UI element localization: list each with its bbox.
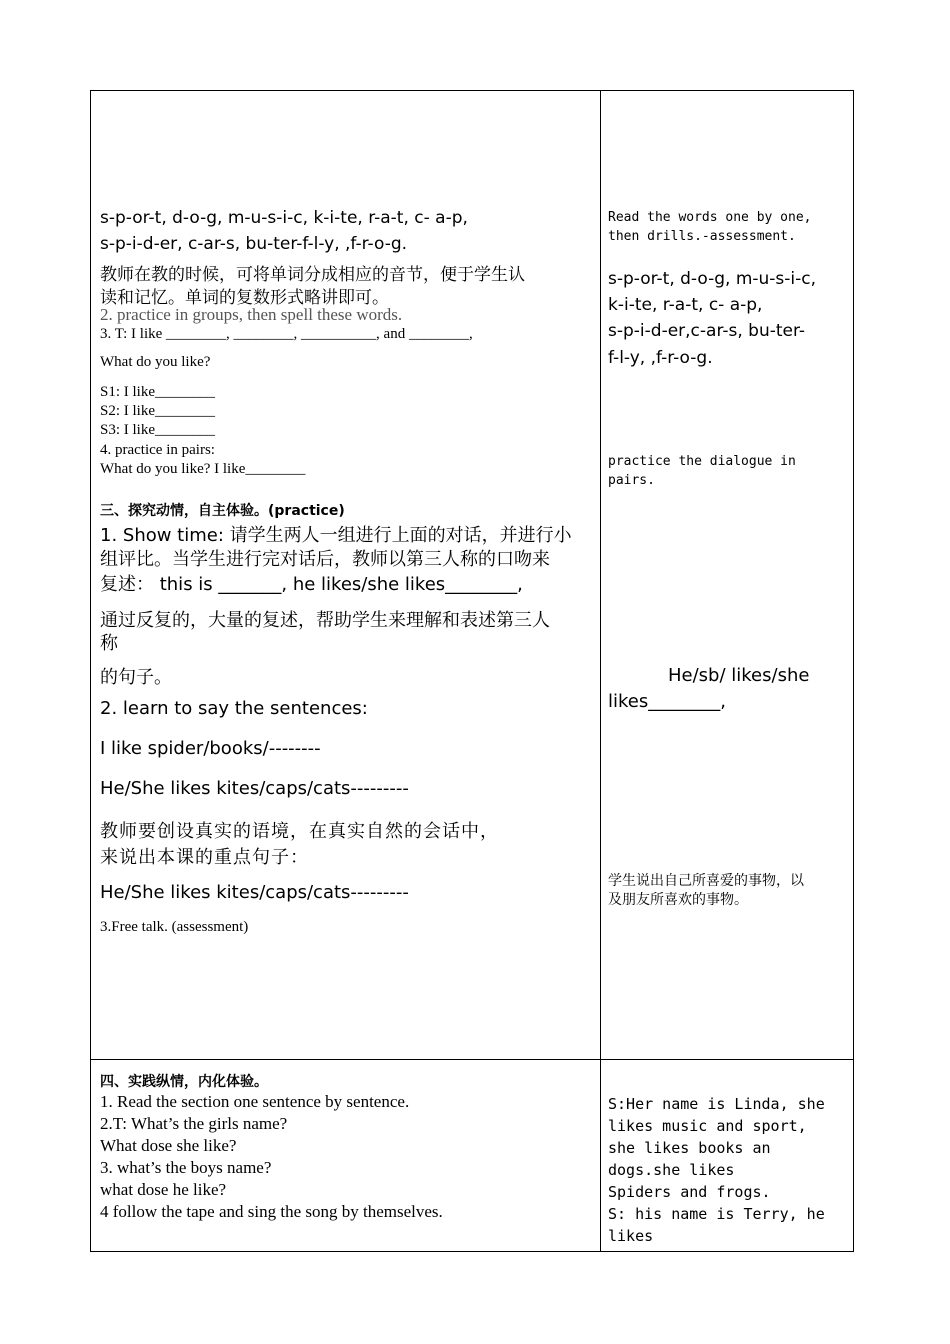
show-time-line-3: 复述： this is _______, he likes/she likes________, (100, 574, 523, 595)
he-she-likes-sentence: He/She likes kites/caps/cats--------- (100, 778, 409, 799)
students-say-note-1: 学生说出自己所喜爱的事物，以 (608, 874, 804, 889)
practice-groups-line: 2. practice in groups, then spell these words. (100, 305, 403, 324)
student3-line: S3: I like________ (100, 422, 215, 438)
girls-name-question: 2.T: What’s the girls name? (100, 1114, 288, 1133)
pairs-question-line: What do you like? I like________ (100, 461, 306, 477)
section-four-cell (100, 1060, 594, 1252)
right-syllable-line-1: s-p-or-t, d-o-g, m-u-s-i-c, (608, 269, 817, 289)
sing-song-line: 4 follow the tape and sing the song by themselves. (100, 1202, 443, 1221)
right-syllable-line-4: f-l-y, ,f-r-o-g. (608, 348, 713, 368)
read-words-note-2: then drills.-assessment. (608, 229, 796, 244)
teaching-note-1: 教师在教的时候，可将单词分成相应的音节，便于学生认 (100, 265, 525, 285)
section-four-heading: 四、实践纵情，内化体验。 (100, 1074, 268, 1090)
dialogue-note-2: pairs. (608, 473, 655, 488)
right-syllable-line-3: s-p-i-d-er,c-ar-s, bu-ter- (608, 321, 806, 341)
answer-line-7: likes (608, 1227, 654, 1245)
answer-line-2: likes music and sport, (608, 1117, 807, 1135)
show-time-line-2: 组评比。当学生进行完对话后，教师以第三人称的口吻来 (100, 549, 550, 570)
procedure-cell (100, 91, 594, 1059)
he-like-question: what dose he like? (100, 1180, 227, 1199)
answer-line-1: S:Her name is Linda, she (608, 1095, 825, 1113)
repeat-note-line-2: 称 (100, 633, 118, 654)
right-syllable-line-2: k-i-te, r-a-t, c- a-p, (608, 295, 763, 315)
read-section-line: 1. Read the section one sentence by sentence. (100, 1092, 410, 1111)
teaching-note-2: 读和记忆。单词的复数形式略讲即可。 (100, 288, 389, 308)
student1-line: S1: I like________ (100, 384, 215, 400)
student2-line: S2: I like________ (100, 403, 215, 419)
question-line: What do you like? (100, 354, 211, 370)
repeat-note-line-3: 的句子。 (100, 667, 172, 688)
third-person-note-1: He/sb/ likes/she (668, 665, 810, 686)
teacher-prompt-line: 3. T: I like ________, ________, __________, and ________, (100, 326, 473, 342)
boys-name-question: 3. what’s the boys name? (100, 1158, 272, 1177)
free-talk-line: 3.Free talk. (assessment) (100, 919, 249, 935)
she-like-question: What dose she like? (100, 1136, 237, 1155)
context-note-line-2: 来说出本课的重点句子： (100, 847, 309, 867)
answer-line-3: she likes books an (608, 1139, 771, 1157)
students-say-note-2: 及朋友所喜欢的事物。 (608, 893, 748, 908)
dialogue-note-1: practice the dialogue in (608, 454, 796, 469)
practice-pairs-line: 4. practice in pairs: (100, 442, 215, 458)
answer-line-5: Spiders and frogs. (608, 1183, 771, 1201)
third-person-note-2: likes________, (608, 691, 726, 712)
learn-sentences-line: 2. learn to say the sentences: (100, 698, 368, 719)
answers-cell (608, 1060, 848, 1252)
syllable-line-1: s-p-or-t, d-o-g, m-u-s-i-c, k-i-te, r-a-t, c- a-p, (100, 208, 468, 228)
answer-line-6: S: his name is Terry, he (608, 1205, 825, 1223)
section-three-heading: 三、探究动情，自主体验。(practice) (100, 503, 345, 519)
context-note-line-1: 教师要创设真实的语境，在真实自然的会话中， (100, 821, 499, 841)
notes-cell (608, 91, 848, 1059)
syllable-line-2: s-p-i-d-er, c-ar-s, bu-ter-f-l-y, ,f-r-o-g. (100, 234, 408, 254)
show-time-line-1: 1. Show time: 请学生两人一组进行上面的对话，并进行小 (100, 525, 572, 546)
key-sentence-line: He/She likes kites/caps/cats--------- (100, 882, 409, 903)
lesson-plan-table (90, 90, 854, 1252)
repeat-note-line-1: 通过反复的，大量的复述，帮助学生来理解和表述第三人 (100, 610, 550, 631)
i-like-sentence: I like spider/books/-------- (100, 738, 321, 759)
read-words-note-1: Read the words one by one, (608, 210, 812, 225)
column-divider (600, 91, 601, 1251)
answer-line-4: dogs.she likes (608, 1161, 735, 1179)
